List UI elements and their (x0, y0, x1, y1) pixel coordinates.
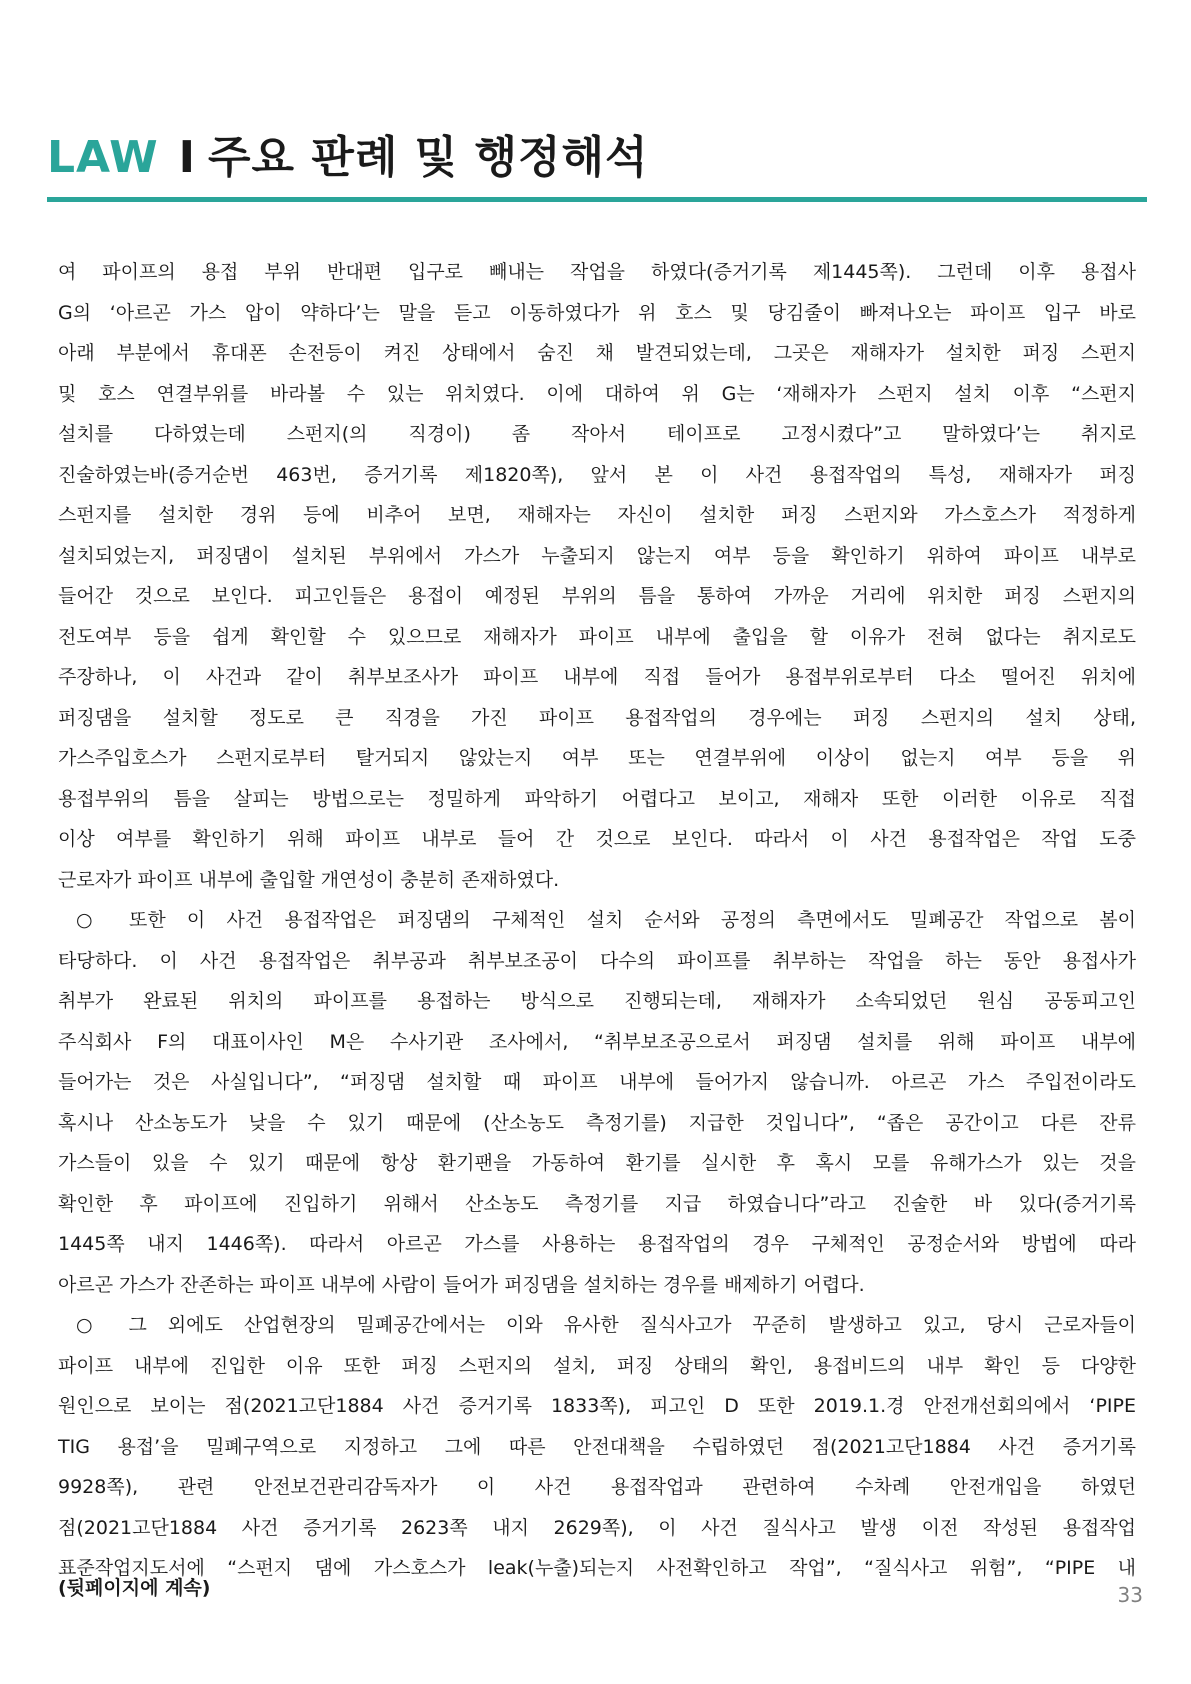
text-line: 원인으로 보이는 점(2021고단1884 사건 증거기록 1833쪽), 피고인 D 또한 2019.1.경 안전개선회의에서 ‘PIPE (58, 1395, 1136, 1417)
page-title: 주요 판례 및 행정해석 (208, 132, 649, 183)
text-line: 들어간 것으로 보인다. 피고인들은 용접이 예정된 부위의 틈을 통하여 가까운 거리에 위치한 퍼징 스펀지의 (58, 585, 1136, 607)
text-line: 설치를 다하였는데 스펀지(의 직경이) 좀 작아서 테이프로 고정시켰다”고 말하였다’는 취지로 (58, 423, 1136, 445)
text-line: 근로자가 파이프 내부에 출입할 개연성이 충분히 존재하였다. (58, 868, 560, 891)
page-header (47, 128, 1147, 188)
text-line: 용접부위의 틈을 살피는 방법으로는 정밀하게 파악하기 어렵다고 보이고, 재해자 또한 이러한 이유로 직접 (58, 787, 1136, 810)
text-line: G의 ‘아르곤 가스 압이 약하다’는 말을 듣고 이동하였다가 위 호스 및 당김줄이 빠져나오는 파이프 입구 바로 (58, 301, 1137, 324)
text-line: 여 파이프의 용접 부위 반대편 입구로 빼내는 작업을 하였다(증거기록 제1445쪽). 그런데 이후 용접사 (58, 261, 1136, 283)
text-line: 진술하였는바(증거순번 463번, 증거기록 제1820쪽), 앞서 본 이 사건 용접작업의 특성, 재해자가 퍼징 (58, 463, 1136, 486)
text-line: 취부가 완료된 위치의 파이프를 용접하는 방식으로 진행되는데, 재해자가 소속되었던 원심 공동피고인 (58, 990, 1136, 1012)
text-line: ○ 그 외에도 산업현장의 밀폐공간에서는 이와 유사한 질식사고가 꾸준히 발생하고 있고, 당시 근로자들이 (76, 1314, 1136, 1336)
header-divider (47, 197, 1147, 202)
text-line: 9928쪽), 관련 안전보건관리감독자가 이 사건 용접작업과 관련하여 수차례 안전개입을 하였던 (58, 1476, 1136, 1498)
text-line: 1445쪽 내지 1446쪽). 따라서 아르곤 가스를 사용하는 용접작업의 경우 구체적인 공정순서와 방법에 따라 (58, 1233, 1136, 1255)
text-line: ○ 또한 이 사건 용접작업은 퍼징댐의 구체적인 설치 순서와 공정의 측면에서도 밀폐공간 작업으로 봄이 (76, 909, 1136, 931)
page-number: 33 (1117, 1583, 1143, 1607)
text-line: 혹시나 산소농도가 낮을 수 있기 때문에 (산소농도 측정기를) 지급한 것입니다”, “좁은 공간이고 다른 잔류 (58, 1111, 1136, 1134)
text-line: TIG 용접’을 밀폐구역으로 지정하고 그에 따른 안전대책을 수립하였던 점(2021고단1884 사건 증거기록 (58, 1435, 1136, 1458)
continued-note: (뒷페이지에 계속) (58, 1577, 211, 1599)
body-text (58, 252, 1136, 1589)
header-title (47, 128, 1147, 188)
text-line: 가스들이 있을 수 있기 때문에 항상 환기팬을 가동하여 환기를 실시한 후 혹시 모를 유해가스가 있는 것을 (58, 1152, 1136, 1174)
text-line: 파이프 내부에 진입한 이유 또한 퍼징 스펀지의 설치, 퍼징 상태의 확인, 용접비드의 내부 확인 등 다양한 (58, 1354, 1136, 1377)
text-line: 주식회사 F의 대표이사인 M은 수사기관 조사에서, “취부보조공으로서 퍼징댐 설치를 위해 파이프 내부에 (58, 1030, 1136, 1053)
text-line: 및 호스 연결부위를 바라볼 수 있는 위치였다. 이에 대하여 위 G는 ‘재해자가 스펀지 설치 이후 “스펀지 (58, 382, 1136, 405)
text-line: 전도여부 등을 쉽게 확인할 수 있으므로 재해자가 파이프 내부에 출입을 할 이유가 전혀 없다는 취지로도 (58, 625, 1136, 648)
text-line: 아르곤 가스가 잔존하는 파이프 내부에 사람이 들어가 퍼징댐을 설치하는 경우를 배제하기 어렵다. (58, 1273, 865, 1296)
text-line: 퍼징댐을 설치할 정도로 큰 직경을 가진 파이프 용접작업의 경우에는 퍼징 스펀지의 설치 상태, (58, 706, 1136, 729)
text-line: 타당하다. 이 사건 용접작업은 취부공과 취부보조공이 다수의 파이프를 취부하는 작업을 하는 동안 용접사가 (58, 949, 1136, 972)
text-line: 주장하나, 이 사건과 같이 취부보조사가 파이프 내부에 직접 들어가 용접부위로부터 다소 떨어진 위치에 (58, 666, 1136, 688)
text-line: 가스주입호스가 스펀지로부터 탈거되지 않았는지 여부 또는 연결부위에 이상이 없는지 여부 등을 위 (58, 747, 1136, 769)
section-label: LAW (47, 132, 159, 183)
text-line: 표준작업지도서에 “스펀지 댐에 가스호스가 leak(누출)되는지 사전확인하고 작업”, “질식사고 위험”, “PIPE 내 (58, 1557, 1136, 1579)
text-line: 설치되었는지, 퍼징댐이 설치된 부위에서 가스가 누출되지 않는지 여부 등을 확인하기 위하여 파이프 내부로 (58, 544, 1136, 567)
text-line: 스펀지를 설치한 경위 등에 비추어 보면, 재해자는 자신이 설치한 퍼징 스펀지와 가스호스가 적정하게 (58, 504, 1136, 526)
text-line: 확인한 후 파이프에 진입하기 위해서 산소농도 측정기를 지급 하였습니다”라고 진술한 바 있다(증거기록 (58, 1192, 1136, 1215)
text-line: 아래 부분에서 휴대폰 손전등이 켜진 상태에서 숨진 채 발견되었는데, 그곳은 재해자가 설치한 퍼징 스펀지 (58, 342, 1136, 364)
header-separator: I (178, 132, 197, 183)
text-line: 이상 여부를 확인하기 위해 파이프 내부로 들어 간 것으로 보인다. 따라서 이 사건 용접작업은 작업 도중 (58, 828, 1136, 850)
text-line: 점(2021고단1884 사건 증거기록 2623쪽 내지 2629쪽), 이 사건 질식사고 발생 이전 작성된 용접작업 (58, 1516, 1136, 1539)
text-line: 들어가는 것은 사실입니다”, “퍼징댐 설치할 때 파이프 내부에 들어가지 않습니까. 아르곤 가스 주입전이라도 (58, 1071, 1136, 1093)
